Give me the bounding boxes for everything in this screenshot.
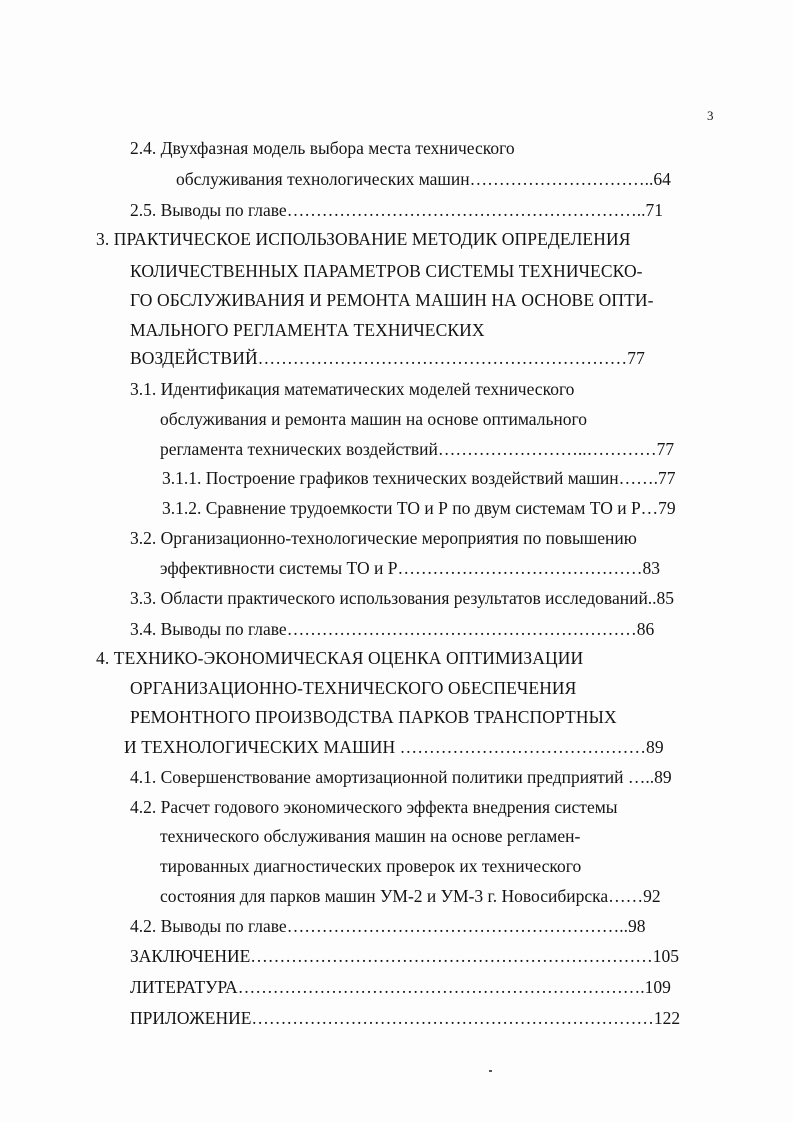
toc-entry-3-4: 3.4. Выводы по главе……………………………………………………86: [130, 619, 655, 639]
toc-entry-2-4-cont: обслуживания технологических машин…………………………..64: [176, 169, 671, 189]
toc-appendix: ПРИЛОЖЕНИЕ……………………………………………………………122: [130, 1008, 681, 1028]
toc-entry-3-1-1: 3.1.1. Построение графиков технических воздействий машин…….77: [162, 468, 676, 488]
toc-entry-3-1-line-2: обслуживания и ремонта машин на основе оптимального: [160, 409, 588, 429]
toc-entry-4-2-line-4: состояния для парков машин УМ-2 и УМ-3 г. Новосибирска……92: [160, 886, 661, 906]
toc-entry-4-2-line-3: тированных диагностических проверок их технического: [160, 856, 582, 876]
toc-entry-4-2-line-2: технического обслуживания машин на основе регламен-: [160, 826, 581, 846]
toc-chapter-3-line-4: МАЛЬНОГО РЕГЛАМЕНТА ТЕХНИЧЕСКИХ: [130, 320, 485, 340]
toc-entry-3-2-line-1: 3.2. Организационно-технологические мероприятия по повышению: [130, 528, 637, 548]
toc-entry-2-5: 2.5. Выводы по главе……………………………………………………..71: [130, 200, 663, 220]
toc-chapter-4-line-4: И ТЕХНОЛОГИЧЕСКИХ МАШИН ……………………………………89: [124, 737, 664, 757]
toc-entry-3-2-line-2: эффективности системы ТО и Р……………………………………83: [160, 558, 660, 578]
toc-entry-3-1-2: 3.1.2. Сравнение трудоемкости ТО и Р по двум системам ТО и Р…79: [162, 498, 676, 518]
toc-chapter-3-line-5: ВОЗДЕЙСТВИЙ………………………………………………………77: [130, 348, 645, 368]
toc-entry-3-3: 3.3. Области практического использования результатов исследований..85: [130, 588, 675, 608]
toc-entry-4-2-line-1: 4.2. Расчет годового экономического эффекта внедрения системы: [130, 797, 618, 817]
page-number: 3: [707, 108, 714, 123]
toc-chapter-3-line-2: КОЛИЧЕСТВЕННЫХ ПАРАМЕТРОВ СИСТЕМЫ ТЕХНИЧЕСКО-: [130, 261, 643, 281]
scan-speck: [489, 1070, 492, 1072]
toc-entry-4-1: 4.1. Совершенствование амортизационной политики предприятий …..89: [130, 767, 672, 787]
toc-chapter-4-line-1: 4. ТЕХНИКО-ЭКОНОМИЧЕСКАЯ ОЦЕНКА ОПТИМИЗАЦИИ: [96, 648, 584, 668]
toc-entry-3-1-line-3: регламента технических воздействий……………………..…………77: [160, 439, 675, 459]
toc-entry-2-4-title: 2.4. Двухфазная модель выбора места технического: [130, 138, 515, 158]
toc-entry-3-1-line-1: 3.1. Идентификация математических моделей технического: [130, 379, 575, 399]
toc-chapter-4-line-2: ОРГАНИЗАЦИОННО-ТЕХНИЧЕСКОГО ОБЕСПЕЧЕНИЯ: [130, 678, 577, 698]
toc-chapter-3-line-3: ГО ОБСЛУЖИВАНИЯ И РЕМОНТА МАШИН НА ОСНОВЕ ОПТИ-: [130, 290, 654, 310]
toc-literature: ЛИТЕРАТУРА…………………………………………………………….109: [130, 977, 671, 997]
toc-chapter-3-line-1: 3. ПРАКТИЧЕСКОЕ ИСПОЛЬЗОВАНИЕ МЕТОДИК ОПРЕДЕЛЕНИЯ: [96, 229, 631, 249]
toc-entry-4-2-conclusions: 4.2. Выводы по главе…………………………………………………..98: [130, 916, 646, 936]
toc-conclusion: ЗАКЛЮЧЕНИЕ……………………………………………………………105: [130, 946, 680, 966]
toc-chapter-4-line-3: РЕМОНТНОГО ПРОИЗВОДСТВА ПАРКОВ ТРАНСПОРТНЫХ: [130, 707, 617, 727]
